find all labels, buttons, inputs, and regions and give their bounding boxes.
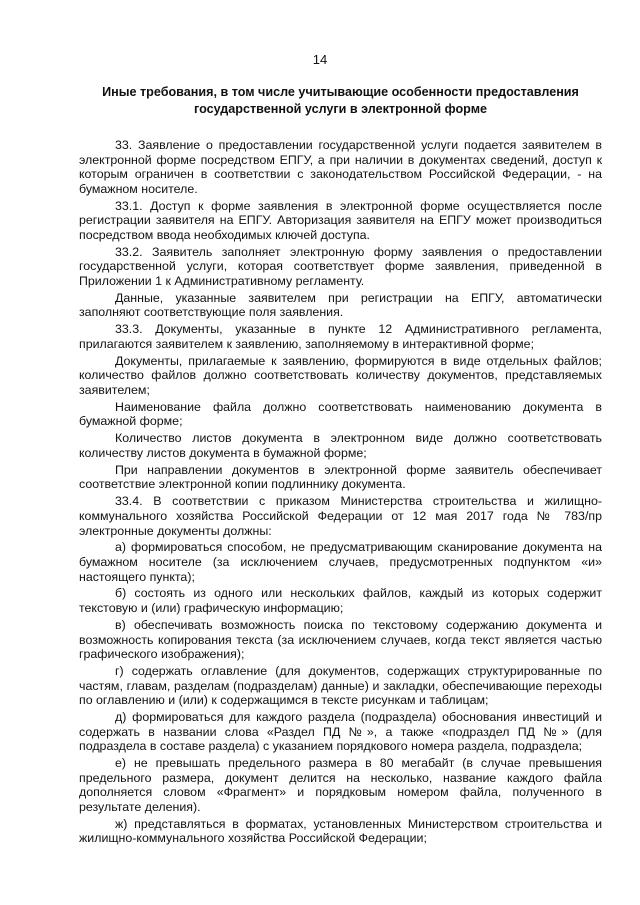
paragraph: д) формироваться для каждого раздела (подраздела) обоснования инвестиций и содержать в названии слова «Раздел ПД №», а также «подраздел ПД №» (для подраздела в составе раздела) с указанием порядкового номера раздела, подраздела;: [79, 710, 602, 754]
paragraph: ж) представляться в форматах, установленных Министерством строительства и жилищно-коммунального хозяйства Российской Федерации;: [79, 816, 602, 846]
paragraph: г) содержать оглавление (для документов, содержащих структурированные по частям, главам, разделам (подразделам) данные) и закладки, обеспечивающие переходы по оглавлению и (или) к содержащимся в тексте рисункам и таблицам;: [79, 664, 602, 708]
paragraph: 33.4. В соответствии с приказом Министерства строительства и жилищно-коммунального хозяйства Российской Федерации от 12 мая 2017 года № 783/пр электронные документы должны:: [79, 494, 602, 538]
paragraph: 33. Заявление о предоставлении государственной услуги подается заявителем в электронной форме посредством ЕПГУ, а при наличии в документах сведений, доступ к которым ограничен в соответствии с законодательством Российской Федерации, - на бумажном носителе.: [79, 138, 602, 196]
paragraph: Наименование файла должно соответствовать наименованию документа в бумажной форме;: [79, 399, 602, 429]
document-body: [79, 138, 602, 846]
page-number: 14: [312, 52, 328, 67]
paragraph: 33.1. Доступ к форме заявления в электронной форме осуществляется после регистрации заявителя на ЕПГУ. Авторизация заявителя на ЕПГУ может производиться посредством ввода необходимых ключей доступа.: [79, 198, 602, 242]
section-heading: Иные требования, в том числе учитывающие особенности предоставления государственной услуги в электронной форме: [102, 85, 579, 116]
paragraph: б) состоять из одного или нескольких файлов, каждый из которых содержит текстовую и (или) графическую информацию;: [79, 586, 602, 616]
paragraph: 33.3. Документы, указанные в пункте 12 Административного регламента, прилагаются заявителем к заявлению, заполняемому в интерактивной форме;: [79, 322, 602, 351]
paragraph: е) не превышать предельного размера в 80 мегабайт (в случае превышения предельного размера, документ делится на несколько, название каждого файла дополняется словом «Фрагмент» и порядковым номером файла, полученного в результате деления).: [79, 756, 602, 814]
paragraph: Количество листов документа в электронном виде должно соответствовать количеству листов документа в бумажной форме;: [79, 431, 602, 460]
paragraph: Документы, прилагаемые к заявлению, формируются в виде отдельных файлов; количество файлов должно соответствовать количеству документов, представляемых заявителем;: [79, 353, 602, 397]
paragraph: При направлении документов в электронной форме заявитель обеспечивает соответствие электронной копии подлиннику документа.: [79, 462, 602, 492]
paragraph: а) формироваться способом, не предусматривающим сканирование документа на бумажном носителе (за исключением случаев, предусмотренных подпунктом «и» настоящего пункта);: [79, 540, 602, 584]
paragraph: Данные, указанные заявителем при регистрации на ЕПГУ, автоматически заполняют соответствующие поля заявления.: [79, 290, 602, 320]
paragraph: 33.2. Заявитель заполняет электронную форму заявления о предоставлении государственной услуги, которая соответствует форме заявления, приведенной в Приложении 1 к Административному регламенту.: [79, 244, 602, 288]
paragraph: в) обеспечивать возможность поиска по текстовому содержанию документа и возможность копирования текста (за исключением случаев, когда текст является частью графического изображения);: [79, 617, 602, 662]
